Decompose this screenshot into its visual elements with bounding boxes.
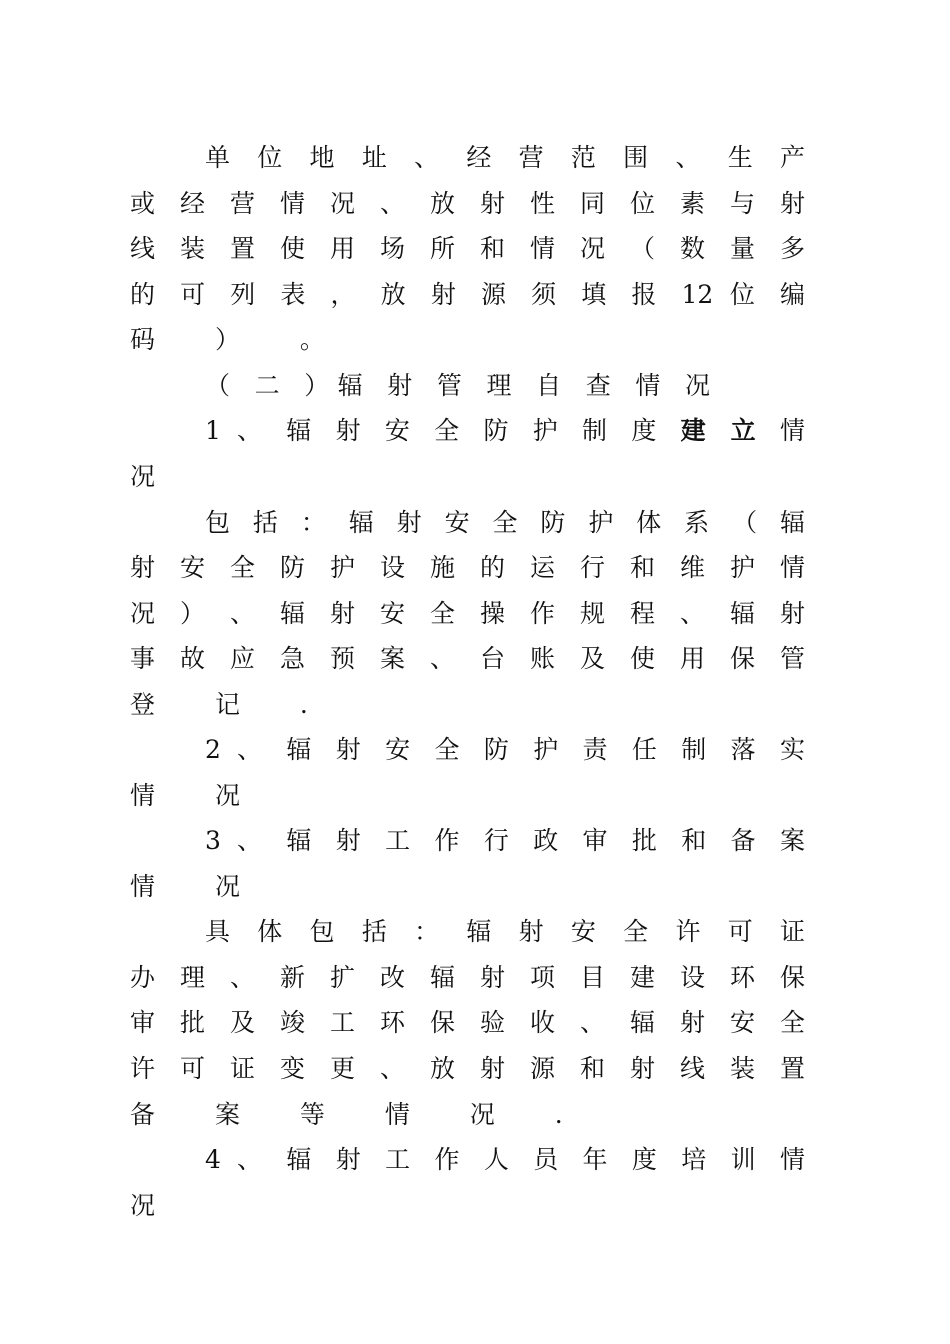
paragraph-line: 或 经 营 情 况 、 放 射 性 同 位 素 与 射 <box>130 189 805 218</box>
item-heading-2-continuation: 情 况 <box>130 781 266 810</box>
item-heading-1-prefix: 1 、 辐 射 安 全 防 护 制 度 <box>205 416 665 445</box>
item-heading-4: 4 、 辐 射 工 作 人 员 年 度 培 训 情 <box>205 1145 805 1174</box>
item-heading-3-continuation: 情 况 <box>130 872 266 901</box>
item-heading-2: 2 、 辐 射 安 全 防 护 责 任 制 落 实 <box>205 735 805 764</box>
paragraph-line: 登 记 . <box>130 690 334 719</box>
paragraph-line: 事 故 应 急 预 案 、 台 账 及 使 用 保 管 <box>130 644 805 673</box>
item-heading-1-continuation: 况 <box>130 462 182 491</box>
item-heading-1 <box>205 411 805 451</box>
paragraph-line: 况 ） 、 辐 射 安 全 操 作 规 程 、 辐 射 <box>130 599 805 628</box>
paragraph-line: 许 可 证 变 更 、 放 射 源 和 射 线 装 置 <box>130 1054 805 1083</box>
paragraph-line: 办 理 、 新 扩 改 辐 射 项 目 建 设 环 保 <box>130 963 805 992</box>
paragraph-line: 备 案 等 情 况 . <box>130 1100 589 1129</box>
paragraph-line: 码 ） 。 <box>130 325 351 354</box>
item-heading-3: 3 、 辐 射 工 作 行 政 审 批 和 备 案 <box>205 826 805 855</box>
paragraph-line: 射 安 全 防 护 设 施 的 运 行 和 维 护 情 <box>130 553 805 582</box>
paragraph-line: 线 装 置 使 用 场 所 和 情 况 （ 数 量 多 <box>130 234 805 263</box>
paragraph-line: 审 批 及 竣 工 环 保 验 收 、 辐 射 安 全 <box>130 1008 805 1037</box>
paragraph-line: 具 体 包 括 ： 辐 射 安 全 许 可 证 <box>205 917 805 946</box>
paragraph-line: 包 括 ： 辐 射 安 全 防 护 体 系 （ 辐 <box>205 508 805 537</box>
paragraph-line: 的 可 列 表 ， 放 射 源 须 填 报 12 位 编 <box>130 280 805 309</box>
item-heading-1-bold: 建 立 <box>680 416 764 445</box>
item-heading-1-suffix: 情 <box>779 416 805 445</box>
section-heading: （ 二 ）辐 射 管 理 自 查 情 况 <box>205 371 710 400</box>
paragraph-line: 单 位 地 址 、 经 营 范 围 、 生 产 <box>205 143 805 172</box>
item-heading-4-continuation: 况 <box>130 1191 182 1220</box>
